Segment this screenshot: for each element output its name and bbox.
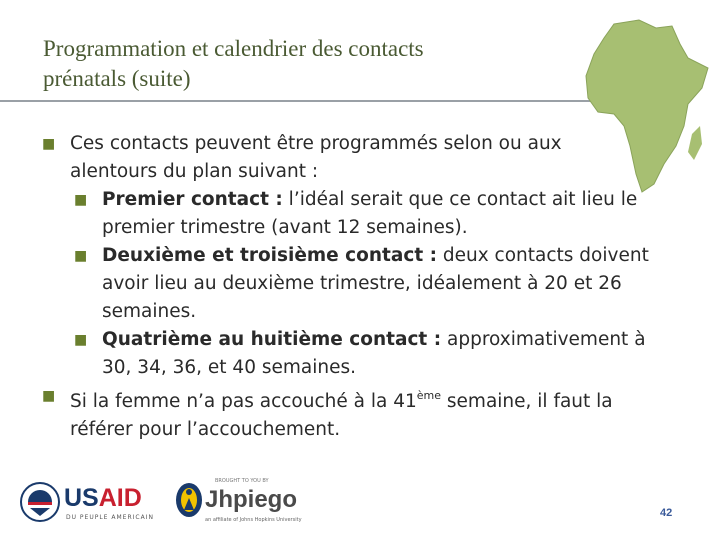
slide-title	[43, 34, 563, 94]
bullet-text: approximativement à	[441, 329, 646, 350]
bullet-square-icon: ■	[74, 332, 88, 348]
title-line-2: prénatals (suite)	[43, 66, 191, 91]
bullet-square-icon: ■	[42, 388, 56, 404]
page-number: 42	[660, 507, 673, 519]
bullet-text: deux contacts doivent	[437, 245, 649, 266]
bullet-text: référer pour l’accouchement.	[70, 419, 341, 440]
title-divider	[0, 100, 620, 102]
bullet-square-icon: ■	[42, 136, 56, 152]
title-line-1: Programmation et calendrier des contacts	[43, 36, 424, 61]
bullet-text: Ces contacts peuvent être programmés selon ou aux	[70, 133, 562, 154]
bold-label: Deuxième et troisième contact :	[102, 245, 437, 266]
bullet-text: alentours du plan suivant :	[70, 161, 319, 182]
bold-label: Quatrième au huitième contact :	[102, 329, 442, 350]
superscript: ème	[416, 389, 442, 402]
bullet-referral	[42, 382, 682, 444]
jhpiego-emblem-icon	[175, 480, 203, 520]
usaid-wordmark: USAID	[64, 484, 142, 512]
bullet-text: l’idéal serait que ce contact ait lieu le	[282, 189, 638, 210]
jhpiego-top-text: BROUGHT TO YOU BY	[215, 478, 269, 484]
usaid-logo	[20, 480, 154, 528]
jhpiego-wordmark: Jhpiego	[205, 486, 298, 513]
subbullet-first-contact	[42, 186, 682, 242]
usaid-seal-icon	[20, 480, 60, 524]
bullet-text: semaines.	[102, 301, 197, 322]
bullet-text: avoir lieu au deuxième trimestre, idéalement à 20 et 26	[102, 273, 622, 294]
bold-label: Premier contact :	[102, 189, 283, 210]
slide-body	[42, 130, 682, 444]
bullet-square-icon: ■	[74, 248, 88, 264]
usaid-tagline: DU PEUPLE AMERICAIN	[66, 514, 154, 521]
jhpiego-tagline: an affiliate of Johns Hopkins University	[205, 517, 302, 523]
bullet-schedule	[42, 130, 682, 186]
bullet-square-icon: ■	[74, 192, 88, 208]
jhpiego-logo	[175, 478, 302, 524]
bullet-text: 30, 34, 36, et 40 semaines.	[102, 357, 356, 378]
bullet-text: Si la femme n’a pas accouché à la 41	[70, 391, 417, 412]
subbullet-fourth-eighth-contact	[42, 326, 682, 382]
subbullet-second-third-contact	[42, 242, 682, 326]
bullet-text: semaine, il faut la	[441, 391, 613, 412]
footer-logos	[20, 480, 320, 528]
bullet-text: premier trimestre (avant 12 semaines).	[102, 217, 468, 238]
